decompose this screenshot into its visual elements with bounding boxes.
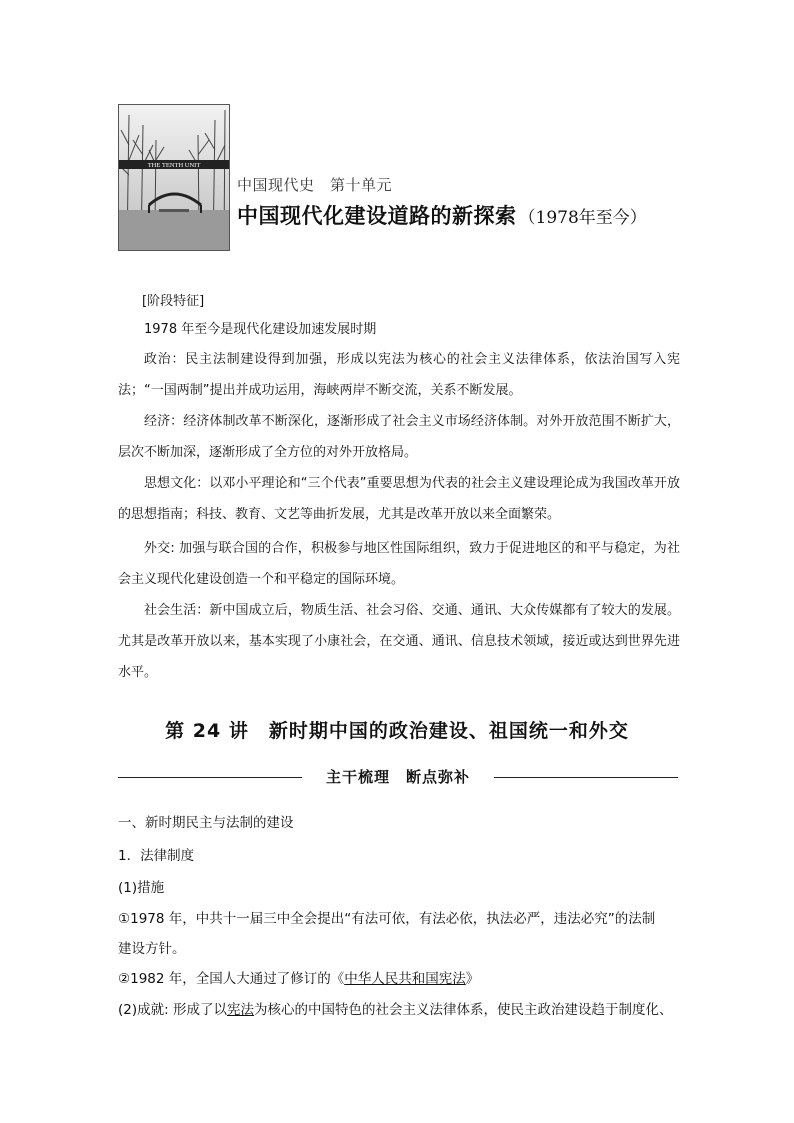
unit-cover-photo [118,104,230,251]
point-2-suffix: 》 [465,971,480,987]
point-2-prefix: ②1982 年，全国人大通过了修订的《 [118,971,345,987]
lecture-title: 第 24 讲 新时期中国的政治建设、祖国统一和外交 [165,720,629,742]
stage-paragraph-economy: 经济：经济体制改革不断深化，逐渐形成了社会主义市场经济体制。对外开放范围不断扩大，层次不断加深，逐渐形成了全方位的对外开放格局。 [118,414,680,460]
unit-title [237,200,647,230]
stage-paragraph-diplomacy: 外交: 加强与联合国的合作，积极参与地区性国际组织，致力于促进地区的和平与稳定，为社会主义现代化建设创造一个和平稳定的国际环境。 [118,541,680,587]
item-2-suffix: 为核心的中国特色的社会主义法律体系，使民主政治建设趋于制度化、 [253,1002,673,1018]
unit-title-main: 中国现代化建设道路的新探索 [237,204,517,228]
stage-heading: [阶段特征] [142,294,205,309]
banner-rule-right [494,777,678,778]
item-heading: (1)措施 [118,880,165,896]
item-2-prefix: (2)成就: 形成了以 [118,1002,227,1018]
subsection-heading: 1．法律制度 [118,848,195,864]
stage-intro: 1978 年至今是现代化建设加速发展时期 [144,322,377,337]
section-banner-label: 主干梳理 断点弥补 [325,768,470,786]
section-banner [118,766,678,788]
section-heading: 一、新时期民主与法制的建设 [118,815,294,831]
point-1-line-1: ①1978 年，中共十一届三中全会提出“有法可依，有法必依，执法必严，违法必究”的法制 [118,911,656,927]
stage-paragraph-society: 社会生活：新中国成立后，物质生活、社会习俗、交通、通讯、大众传媒都有了较大的发展。尤其是改革开放以来，基本实现了小康社会，在交通、通讯、信息技术领域，接近或达到世界先进水平。 [118,603,680,680]
item-2-law: 宪法 [226,1002,254,1018]
point-2 [118,964,684,994]
unit-title-sub: （1978年至今） [518,208,647,228]
photo-caption: THE TENTH UNIT [147,162,201,169]
stage-paragraph-politics: 政治：民主法制建设得到加强，形成以宪法为核心的社会主义法律体系，依法治国写入宪法；“一国两制”提出并成功运用，海峡两岸不断交流，关系不断发展。 [118,352,680,398]
point-1-line-2: 建设方针。 [118,941,186,957]
item-2 [118,995,684,1025]
unit-series: 中国现代史 第十单元 [237,176,393,194]
stage-paragraph-culture: 思想文化：以邓小平理论和“三个代表”重要思想为代表的社会主义建设理论成为我国改革开放的思想指南；科技、教育、文艺等曲折发展，尤其是改革开放以来全面繁荣。 [118,476,680,522]
point-2-law: 中华人民共和国宪法 [344,971,466,987]
